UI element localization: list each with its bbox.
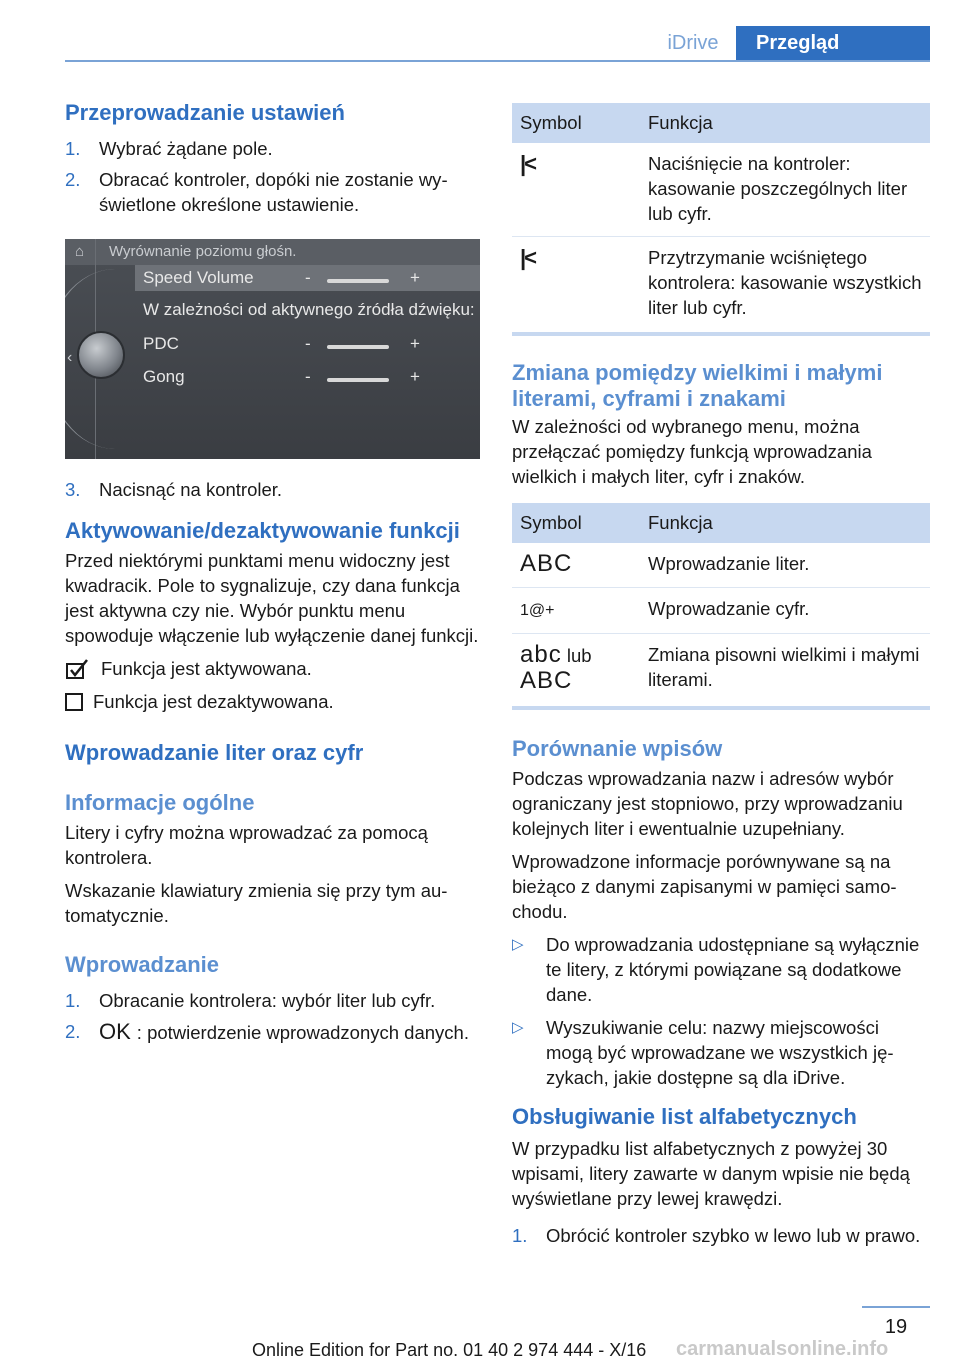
delete-char-icon: |< [512, 143, 640, 237]
ok-symbol-icon: OK [99, 1019, 131, 1044]
symbol-or: lub [566, 645, 592, 666]
settings-heading: Przeprowadzanie ustawień [65, 100, 345, 125]
activate-heading: Aktywowanie/dezaktywowanie funkcji [65, 518, 460, 543]
step-number: 1. [512, 1225, 528, 1246]
switch-heading: Zmiana pomiędzy wielkimi i małymi literami, cyframi i znakami [512, 360, 883, 411]
input-heading: Wprowadzanie liter oraz cyfr [65, 740, 364, 765]
step-number: 3. [65, 479, 81, 500]
entry-steps [65, 988, 480, 1045]
minus-icon: - [305, 268, 311, 287]
activate-paragraph: Przed niektórymi punktami menu widoczny jest kwadracik. Pole to sygnalizuje, czy dana funkcja jest aktywna czy nie. Wybór punktu menu spowoduje włączenie lub wyłączenie danej funkcji. [65, 550, 479, 646]
menu-row-source-info: W zależności od aktywnego źródła dźwięku: [143, 300, 475, 319]
active-state-text: Funkcja jest aktywowana. [101, 658, 312, 679]
alpha-heading: Obsługiwanie list alfabetycznych [512, 1104, 857, 1129]
bullet-text: Wyszukiwanie celu: nazwy miejscowości mogą być wprowadzane we wszystkich językach, jakie dostępne są dla iDrive. [546, 1017, 894, 1088]
delete-symbols-table [512, 103, 930, 330]
list-item [65, 477, 480, 502]
case-symbols-table [512, 503, 930, 704]
step-text: Nacisnąć na kontroler. [99, 479, 283, 500]
step-text: : potwierdzenie wprowadzonych danych. [136, 1022, 469, 1043]
table-header-function: Funkcja [640, 103, 930, 143]
checkbox-empty-icon [65, 693, 83, 711]
compare-paragraph-1: Podczas wprowadzania nazw i adresów wybór ograniczany jest stopniowo, przy wprowadzaniu kolejnych liter i ewentualnie uzupełniany. [512, 768, 903, 839]
controller-knob-icon [77, 331, 125, 379]
step-number: 1. [65, 990, 81, 1011]
page-number: 19 [884, 1316, 908, 1338]
table-end-rule [512, 332, 930, 336]
table-cell: Wprowadzanie cyfr. [640, 588, 930, 634]
volume-slider [327, 378, 389, 382]
step-text: Obracanie kontrolera: wybór liter lub cyfr. [99, 990, 436, 1011]
minus-icon: - [305, 334, 311, 353]
table-cell: Naciśnięcie na kontroler: kasowanie poszczególnych liter lub cyfr. [640, 143, 930, 237]
table-end-rule [512, 706, 930, 710]
table-header-symbol: Symbol [512, 103, 640, 143]
menu-row-pdc: PDC [143, 334, 179, 353]
home-icon: ⌂ [75, 243, 85, 260]
compare-heading: Porównanie wpisów [512, 736, 723, 761]
table-header-symbol: Symbol [512, 503, 640, 543]
active-state-line [65, 656, 480, 681]
right-column [512, 103, 930, 1254]
watermark-text: carmanualsonline.info [676, 1338, 889, 1360]
general-heading: Informacje ogólne [65, 790, 255, 815]
table-cell: Przytrzymanie wciśniętego kontrolera: kasowanie wszystkich liter lub cyfr. [648, 247, 922, 318]
edition-note: Online Edition for Part no. 01 40 2 974 444 - X/16 [252, 1340, 647, 1360]
bullet-triangle-icon: ▷ [512, 936, 524, 953]
list-item [65, 167, 480, 217]
menu-row-gong: Gong [143, 367, 185, 386]
uppercase-abc-icon [512, 543, 640, 588]
bullet-text: Do wprowadzania udostępniane są wyłącznie te litery, z którymi powiązane są dodatkowe dane. [546, 934, 920, 1005]
table-cell: Zmiana pisowni wielkimi i małymi literami. [648, 644, 920, 690]
list-item [512, 1015, 930, 1090]
table-row [512, 143, 930, 237]
alpha-paragraph: W przypadku list alfabetycznych z powyżej 30 wpisami, litery zawarte w danym wpisie nie będą wyświetlane przy lewej krawędzi. [512, 1138, 910, 1209]
idrive-screenshot [65, 239, 480, 459]
volume-slider [327, 279, 389, 283]
list-item [512, 1223, 930, 1248]
compare-paragraph-2: Wprowadzone informacje porównywane są na bieżąco z danymi zapisanymi w pamięci samochodu. [512, 851, 897, 922]
step-text: Obrócić kontroler szybko w lewo lub w prawo. [546, 1225, 921, 1246]
inactive-state-line [65, 689, 480, 714]
table-row [512, 543, 930, 588]
footer-rule [862, 1306, 930, 1308]
plus-icon: + [410, 334, 420, 353]
settings-steps [65, 136, 480, 217]
table-row [512, 588, 930, 634]
plus-icon: + [410, 268, 420, 287]
chevron-left-icon: ‹ [67, 349, 73, 366]
settings-step-3 [65, 477, 480, 502]
entry-heading: Wprowadzanie [65, 952, 220, 977]
symbol-text: 1@+ [520, 602, 555, 619]
switch-paragraph: W zależności od wybranego menu, można przełączać pomiędzy funkcją wprowadzania wielkich i małych liter, cyfr i znaków. [512, 416, 872, 487]
checkbox-checked-icon [65, 658, 91, 680]
table-header-function: Funkcja [640, 503, 930, 543]
table-row [512, 237, 930, 331]
step-number: 2. [65, 1021, 81, 1042]
inactive-state-text: Funkcja jest dezaktywowana. [93, 691, 334, 712]
screen-title: Wyrównanie poziomu głośn. [109, 243, 297, 260]
case-toggle-icon [512, 634, 640, 705]
numbers-icon [512, 588, 640, 634]
plus-icon: + [410, 367, 420, 386]
compare-bullets [512, 932, 930, 1090]
delete-all-icon: |< [520, 245, 536, 270]
list-item [65, 1019, 480, 1045]
symbol-text: abc [520, 641, 562, 668]
table-cell: Wprowadzanie liter. [640, 543, 930, 588]
volume-slider [327, 345, 389, 349]
step-text: Obracać kontroler, dopóki nie zostanie wyświetlone określone ustawienie. [99, 169, 448, 215]
general-paragraph-2: Wskazanie klawiatury zmienia się przy tym automatycznie. [65, 880, 448, 926]
step-number: 1. [65, 138, 81, 159]
header-active-tab: Przegląd [736, 26, 930, 60]
bullet-triangle-icon: ▷ [512, 1019, 524, 1036]
list-item [65, 136, 480, 161]
list-item [65, 988, 480, 1013]
header-section-tab: iDrive [667, 31, 719, 54]
left-column [65, 100, 480, 1051]
header-rule [65, 60, 930, 62]
alpha-steps [512, 1223, 930, 1248]
table-row [512, 634, 930, 705]
minus-icon: - [305, 367, 311, 386]
general-paragraph-1: Litery i cyfry można wprowadzać za pomocą kontrolera. [65, 822, 428, 868]
symbol-text: ABC [520, 667, 573, 694]
step-text: Wybrać żądane pole. [99, 138, 273, 159]
symbol-text: ABC [520, 550, 573, 577]
menu-row-speed-volume: Speed Volume [143, 268, 254, 287]
step-number: 2. [65, 169, 81, 190]
list-item [512, 932, 930, 1007]
